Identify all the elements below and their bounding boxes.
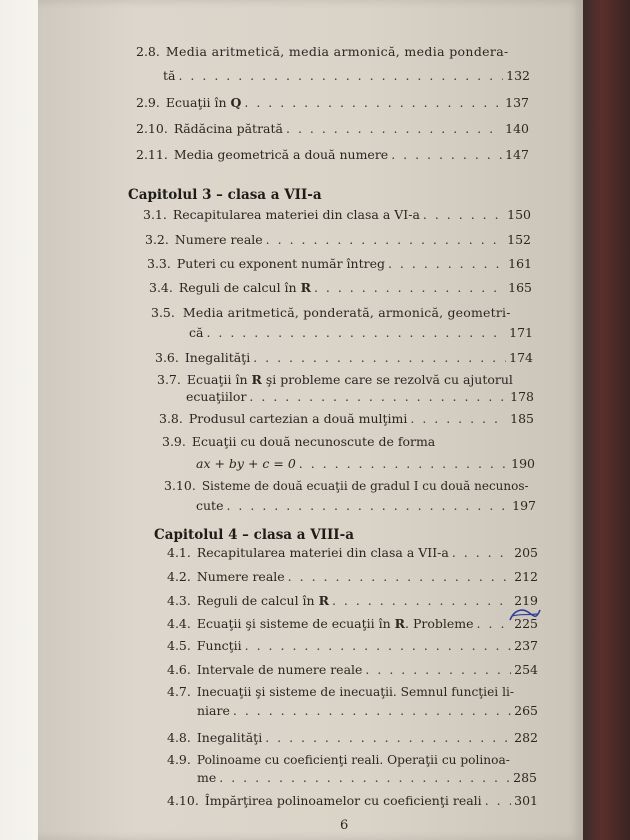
entry-number: 4.6. bbox=[167, 662, 191, 677]
entry-title: Reguli de calcul în bbox=[196, 593, 315, 608]
entry-title: Media geometrică a două numere bbox=[173, 147, 389, 162]
set-symbol: Q bbox=[230, 95, 242, 110]
entry-page: 161 bbox=[508, 256, 532, 271]
entry-number: 2.11. bbox=[136, 147, 168, 162]
leader-dots bbox=[245, 638, 511, 653]
toc-entry-4-7-cont bbox=[197, 703, 538, 718]
entry-page: 165 bbox=[508, 280, 532, 295]
entry-page: 225 bbox=[514, 616, 538, 631]
entry-page: 190 bbox=[511, 456, 535, 471]
entry-number: 3.5. bbox=[151, 305, 175, 320]
leader-dots bbox=[485, 793, 511, 808]
leader-dots bbox=[178, 68, 503, 83]
toc-entry-3-5-cont bbox=[189, 325, 533, 340]
chapter-4-heading: Capitolul 4 – clasa a VIII-a bbox=[154, 527, 354, 543]
entry-title: . Probleme bbox=[405, 616, 474, 631]
entry-number: 3.3. bbox=[147, 256, 171, 271]
entry-title: Ecuaţii în bbox=[186, 372, 248, 387]
entry-title: Ecuaţii şi sisteme de ecuaţii în bbox=[196, 616, 391, 631]
chapter-3-heading: Capitolul 3 – clasa a VII-a bbox=[128, 187, 322, 203]
entry-number: 2.10. bbox=[136, 121, 168, 136]
leader-dots bbox=[288, 569, 511, 584]
entry-title: Media aritmetică, media armonică, media pondera- bbox=[165, 44, 509, 59]
pen-scribble-mark bbox=[508, 606, 542, 624]
entry-title: Polinoame cu coeficienţi reali. Operaţii cu polinoa- bbox=[196, 753, 510, 767]
entry-title: Reguli de calcul în bbox=[178, 280, 297, 295]
leader-dots bbox=[332, 593, 511, 608]
toc-entry-2-8 bbox=[136, 44, 530, 59]
entry-page: 174 bbox=[509, 350, 533, 365]
leader-dots bbox=[265, 730, 511, 745]
entry-number: 4.7. bbox=[167, 684, 191, 699]
entry-title: Intervale de numere reale bbox=[196, 662, 363, 677]
entry-title: Inecuaţii şi sisteme de inecuaţii. Semnul funcţiei li- bbox=[196, 685, 514, 699]
set-symbol: R bbox=[300, 280, 311, 295]
toc-entry-2-10 bbox=[136, 121, 529, 136]
equation: ax + by + c = 0 bbox=[196, 456, 296, 471]
toc-entry-3-10-cont bbox=[196, 498, 536, 513]
leader-dots bbox=[249, 389, 507, 404]
entry-title-cont: că bbox=[189, 325, 204, 340]
entry-number: 3.10. bbox=[164, 478, 196, 493]
entry-title-cont: me bbox=[197, 770, 217, 785]
toc-entry-4-8 bbox=[167, 730, 538, 745]
toc-entry-3-7 bbox=[157, 372, 513, 387]
page-number: 6 bbox=[340, 818, 349, 833]
entry-page: 301 bbox=[514, 793, 538, 808]
leader-dots bbox=[233, 703, 511, 718]
toc-entry-3-6 bbox=[155, 350, 533, 365]
toc-entry-4-5 bbox=[167, 638, 538, 653]
entry-title: Media aritmetică, ponderată, armonică, geometri- bbox=[182, 305, 511, 320]
leader-dots bbox=[286, 121, 502, 136]
leader-dots bbox=[266, 232, 504, 247]
toc-entry-3-9-cont bbox=[196, 456, 535, 471]
entry-title: Produsul cartezian a două mulţimi bbox=[188, 411, 408, 426]
entry-title: Rădăcina pătrată bbox=[173, 121, 283, 136]
leader-dots bbox=[477, 616, 511, 631]
toc-entry-4-9 bbox=[167, 752, 510, 767]
entry-page: 140 bbox=[505, 121, 529, 136]
entry-page: 285 bbox=[513, 770, 537, 785]
leader-dots bbox=[410, 411, 507, 426]
toc-entry-3-3 bbox=[147, 256, 532, 271]
toc-entry-3-4 bbox=[149, 280, 532, 295]
entry-number: 4.9. bbox=[167, 752, 191, 767]
entry-title: Recapitularea materiei din clasa a VI-a bbox=[172, 207, 420, 222]
toc-entry-4-6 bbox=[167, 662, 538, 677]
toc-entry-3-9 bbox=[162, 434, 435, 449]
entry-number: 2.8. bbox=[136, 44, 160, 59]
leader-dots bbox=[253, 350, 506, 365]
entry-number: 3.6. bbox=[155, 350, 179, 365]
toc-entry-4-4 bbox=[167, 616, 538, 631]
leader-dots bbox=[219, 770, 510, 785]
entry-title: Inegalităţi bbox=[184, 350, 251, 365]
toc-entry-2-8-cont bbox=[163, 68, 530, 83]
leader-dots bbox=[391, 147, 502, 162]
entry-number: 4.8. bbox=[167, 730, 191, 745]
entry-page: 132 bbox=[506, 68, 530, 83]
entry-page: 171 bbox=[509, 325, 533, 340]
toc-entry-4-1 bbox=[167, 545, 538, 560]
toc-entry-2-9 bbox=[136, 95, 529, 110]
set-symbol: R bbox=[318, 593, 329, 608]
toc-entry-3-2 bbox=[145, 232, 531, 247]
toc-entry-2-11 bbox=[136, 147, 529, 162]
entry-number: 4.4. bbox=[167, 616, 191, 631]
set-symbol: R bbox=[394, 616, 406, 631]
toc-entry-4-3 bbox=[167, 593, 538, 608]
entry-page: 265 bbox=[514, 703, 538, 718]
leader-dots bbox=[452, 545, 511, 560]
entry-title-cont: ecuaţiilor bbox=[186, 389, 247, 404]
entry-page: 212 bbox=[514, 569, 538, 584]
leader-dots bbox=[314, 280, 505, 295]
entry-title: Numere reale bbox=[174, 232, 263, 247]
entry-page: 150 bbox=[507, 207, 531, 222]
entry-page: 197 bbox=[512, 498, 536, 513]
entry-title: Puteri cu exponent număr întreg bbox=[176, 256, 385, 271]
toc-entry-4-7 bbox=[167, 684, 514, 699]
entry-title-cont: cute bbox=[196, 498, 224, 513]
entry-number: 3.1. bbox=[143, 207, 167, 222]
toc-entry-4-2 bbox=[167, 569, 538, 584]
leader-dots bbox=[423, 207, 504, 222]
leader-dots bbox=[244, 95, 502, 110]
leader-dots bbox=[299, 456, 508, 471]
entry-page: 185 bbox=[510, 411, 534, 426]
toc-entry-3-8 bbox=[159, 411, 534, 426]
entry-number: 3.7. bbox=[157, 372, 181, 387]
toc-entry-3-1 bbox=[143, 207, 531, 222]
entry-title-cont: niare bbox=[197, 703, 230, 718]
entry-number: 4.5. bbox=[167, 638, 191, 653]
entry-page: 219 bbox=[514, 593, 538, 608]
entry-page: 254 bbox=[514, 662, 538, 677]
entry-number: 3.9. bbox=[162, 434, 186, 449]
entry-page: 178 bbox=[510, 389, 534, 404]
entry-title: Recapitularea materiei din clasa a VII-a bbox=[196, 545, 449, 560]
toc-entry-4-9-cont bbox=[197, 770, 537, 785]
set-symbol: R bbox=[251, 372, 262, 387]
entry-title: şi probleme care se rezolvă cu ajutorul bbox=[265, 372, 513, 387]
leader-dots bbox=[388, 256, 505, 271]
entry-title: Ecuaţii în bbox=[165, 95, 227, 110]
entry-title: Funcţii bbox=[196, 638, 242, 653]
entry-page: 282 bbox=[514, 730, 538, 745]
entry-number: 3.4. bbox=[149, 280, 173, 295]
entry-title: Numere reale bbox=[196, 569, 285, 584]
entry-title: Împărţirea polinoamelor cu coeficienţi reali bbox=[204, 793, 482, 808]
toc-entry-3-7-cont bbox=[186, 389, 534, 404]
leader-dots bbox=[365, 662, 511, 677]
entry-title: Sisteme de două ecuaţii de gradul I cu două necunos- bbox=[201, 479, 529, 493]
toc-entry-4-10 bbox=[167, 793, 538, 808]
entry-page: 147 bbox=[505, 147, 529, 162]
entry-number: 4.2. bbox=[167, 569, 191, 584]
entry-number: 2.9. bbox=[136, 95, 160, 110]
toc-entry-3-10 bbox=[164, 478, 529, 493]
entry-page: 137 bbox=[505, 95, 529, 110]
entry-page: 205 bbox=[514, 545, 538, 560]
entry-page: 237 bbox=[514, 638, 538, 653]
entry-title: Ecuaţii cu două necunoscute de forma bbox=[191, 434, 436, 449]
entry-number: 3.2. bbox=[145, 232, 169, 247]
leader-dots bbox=[226, 498, 509, 513]
entry-page: 152 bbox=[507, 232, 531, 247]
leader-dots bbox=[206, 325, 506, 340]
entry-title: Inegalităţi bbox=[196, 730, 263, 745]
toc-entry-3-5 bbox=[151, 305, 511, 320]
entry-title-cont: tă bbox=[163, 68, 176, 83]
entry-number: 4.1. bbox=[167, 545, 191, 560]
entry-number: 4.3. bbox=[167, 593, 191, 608]
entry-number: 4.10. bbox=[167, 793, 199, 808]
entry-number: 3.8. bbox=[159, 411, 183, 426]
